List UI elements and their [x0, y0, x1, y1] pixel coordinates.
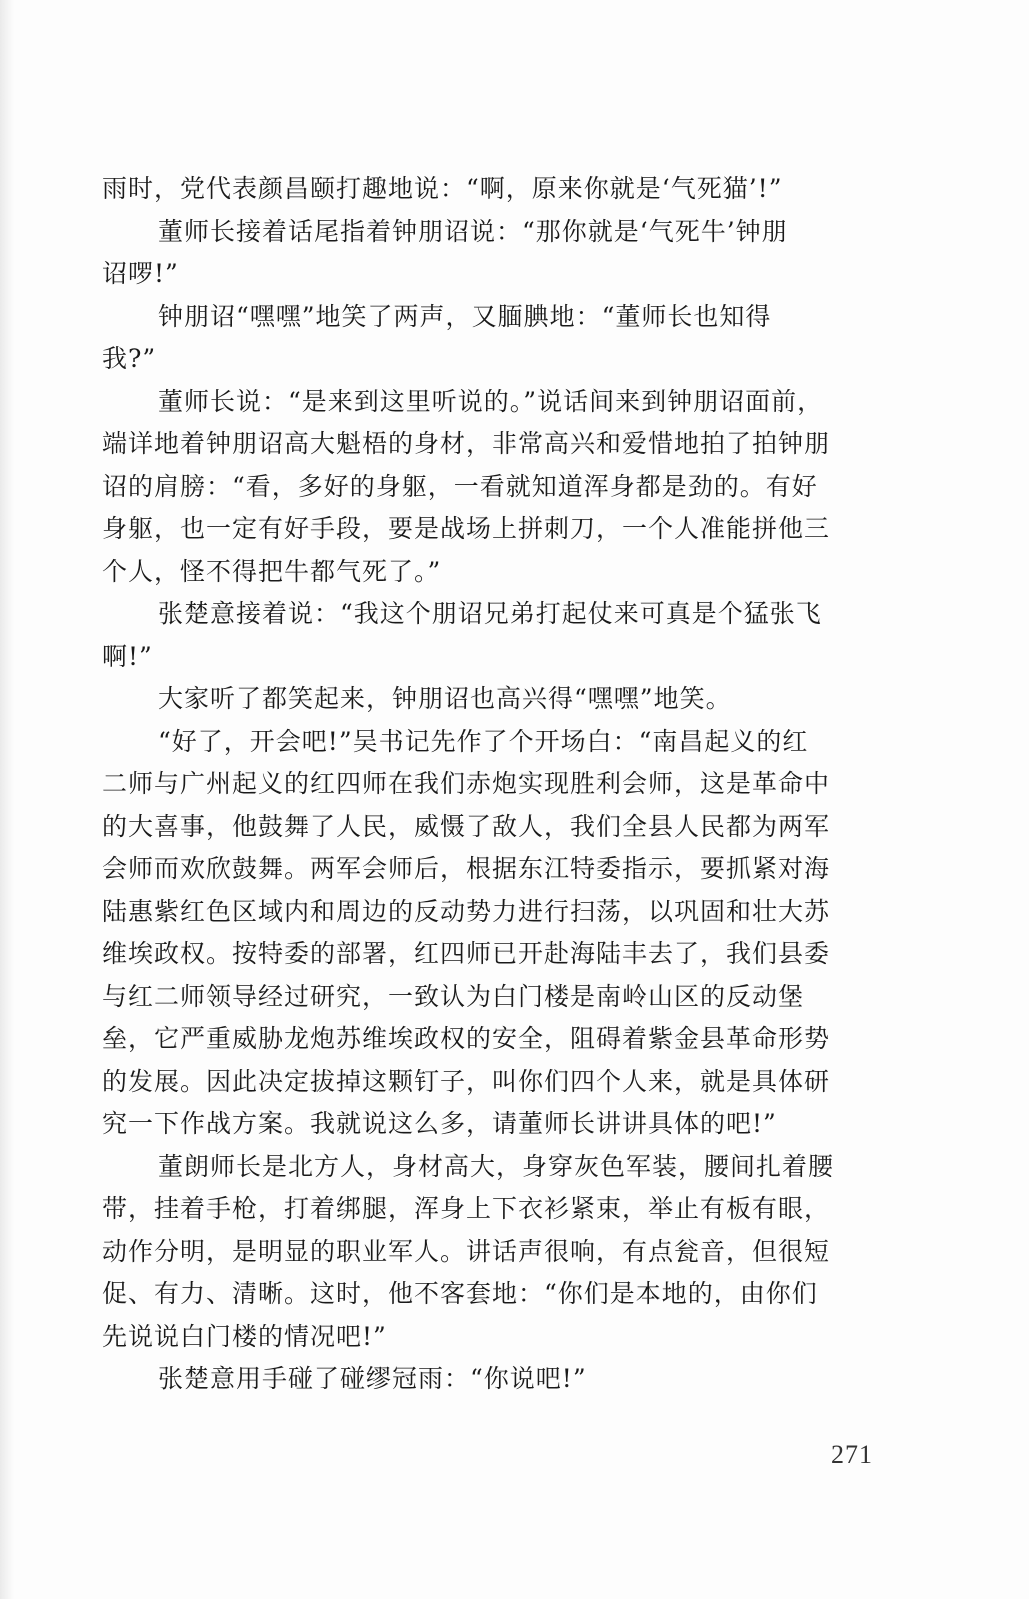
text-line: 垒，它严重威胁龙炮苏维埃政权的安全，阻碍着紫金县革命形势: [102, 1024, 831, 1053]
text-line: 的发展。因此决定拔掉这颗钉子，叫你们四个人来，就是具体研: [102, 1066, 831, 1096]
text-line: 会师而欢欣鼓舞。两军会师后，根据东江特委指示，要抓紧对海: [102, 854, 831, 883]
text-line: 的大喜事，他鼓舞了人民，威慑了敌人，我们全县人民都为两军: [102, 811, 831, 841]
text-line: 雨时，党代表颜昌颐打趣地说：“啊，原来你就是‘气死猫’!”: [102, 174, 783, 203]
text-line: 陆惠紫红色区域内和周边的反动势力进行扫荡，以巩固和壮大苏: [102, 896, 831, 926]
text-line: 动作分明，是明显的职业军人。讲话声很响，有点瓮音，但很短: [102, 1236, 831, 1266]
text-line: 张楚意用手碰了碰缪冠雨：“你说吧!”: [158, 1364, 587, 1393]
page-number: 271: [831, 1440, 873, 1469]
text-line: 董朗师长是北方人，身材高大，身穿灰色军装，腰间扎着腰: [158, 1151, 835, 1181]
text-line: 究一下作战方案。我就说这么多，请董师长讲讲具体的吧!”: [102, 1109, 777, 1138]
text-line: 诏啰!”: [102, 259, 179, 288]
text-line: 大家听了都笑起来，钟朋诏也高兴得“嘿嘿”地笑。: [158, 684, 732, 713]
text-line: 维埃政权。按特委的部署，红四师已开赴海陆丰去了，我们县委: [102, 939, 831, 968]
text-line: 我?”: [102, 344, 157, 373]
text-line: 董师长说：“是来到这里听说的。”说话间来到钟朋诏面前，: [158, 386, 824, 416]
text-line: 钟朋诏“嘿嘿”地笑了两声，又腼腆地：“董师长也知得: [158, 301, 772, 331]
text-line: 董师长接着话尾指着钟朋诏说：“那你就是‘气死牛’钟朋: [158, 216, 788, 246]
text-line: 诏的肩膀：“看，多好的身躯，一看就知道浑身都是劲的。有好: [102, 471, 818, 501]
text-line: 促、有力、清晰。这时，他不客套地：“你们是本地的，由你们: [102, 1279, 818, 1308]
text-line: 啊!”: [102, 641, 153, 671]
text-line: 张楚意接着说：“我这个朋诏兄弟打起仗来可真是个猛张飞: [158, 599, 822, 628]
scan-edge-shadow: [0, 0, 14, 1599]
text-line: 身躯，也一定有好手段，要是战场上拼刺刀，一个人准能拼他三: [102, 514, 831, 543]
text-line: 带，挂着手枪，打着绑腿，浑身上下衣衫紧束，举止有板有眼，: [102, 1194, 831, 1223]
body-text: [102, 168, 898, 1401]
text-line: 二师与广州起义的红四师在我们赤炮实现胜利会师，这是革命中: [102, 769, 831, 798]
text-line: 个人，怪不得把牛都气死了。”: [102, 556, 442, 586]
text-line: “好了，开会吧!”吴书记先作了个开场白：“南昌起义的红: [158, 726, 809, 756]
text-line: 先说说白门楼的情况吧!”: [102, 1321, 387, 1351]
text-line: 端详地着钟朋诏高大魁梧的身材，非常高兴和爱惜地拍了拍钟朋: [102, 429, 831, 458]
text-line: 与红二师领导经过研究，一致认为白门楼是南岭山区的反动堡: [102, 981, 805, 1011]
